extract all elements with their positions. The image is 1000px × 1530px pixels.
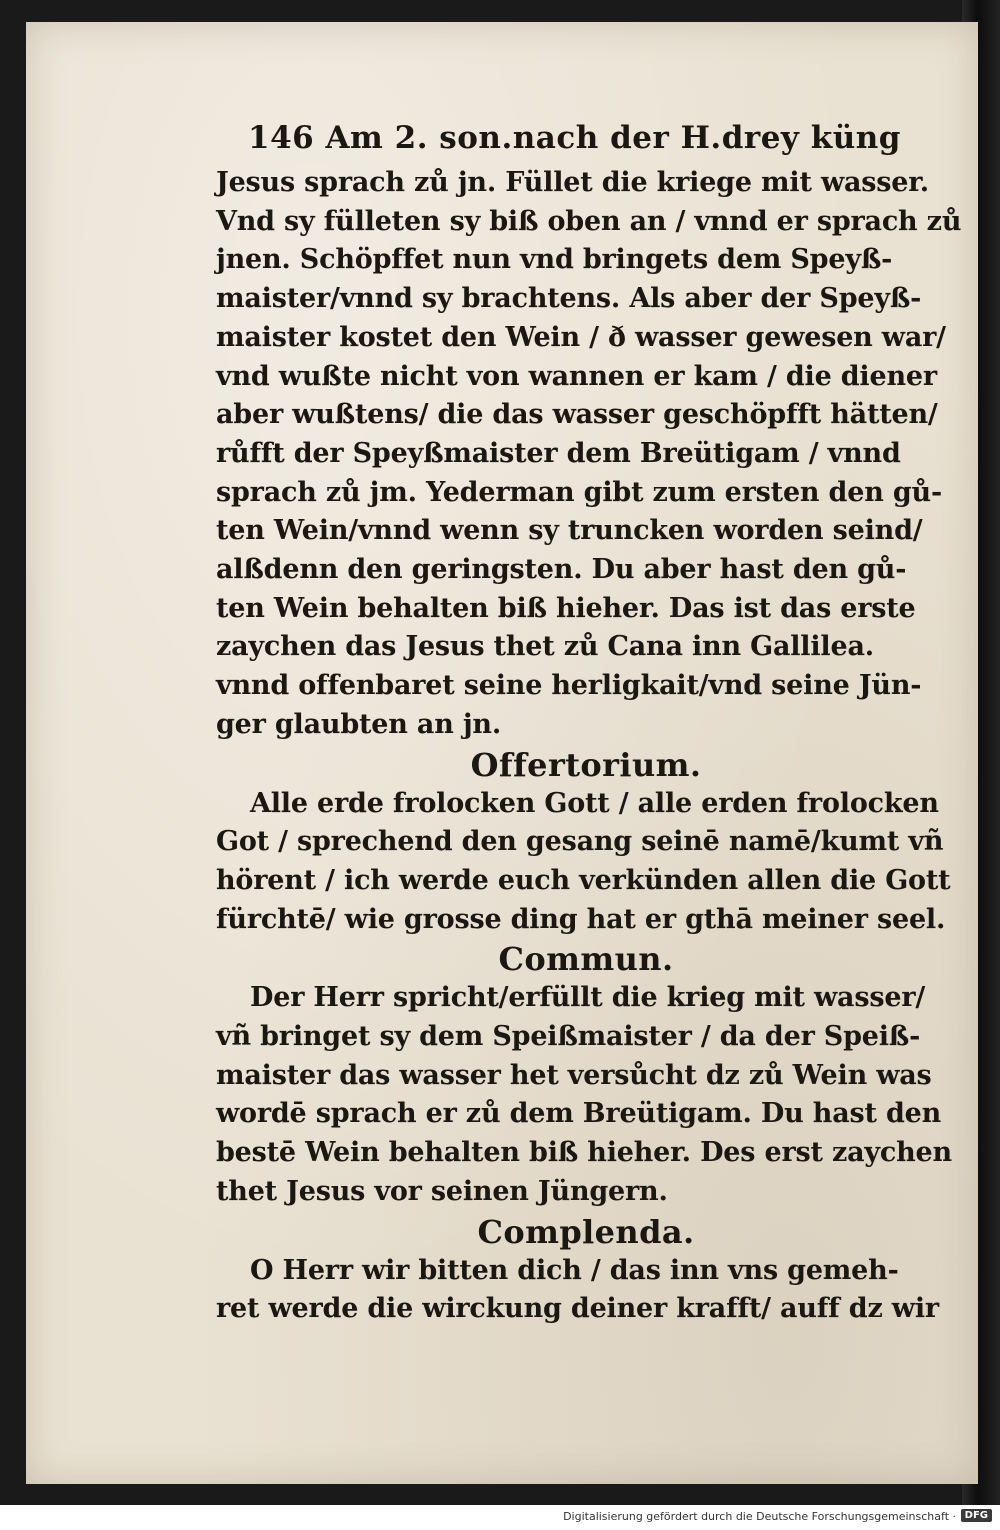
complenda-title: Complenda. bbox=[477, 1212, 695, 1251]
text-line: alßdenn den geringsten. Du aber hast den gů- bbox=[216, 554, 907, 586]
complenda-passage bbox=[216, 1252, 956, 1329]
commun-title: Commun. bbox=[498, 940, 674, 979]
text-line: O Herr wir bitten dich / das inn vns gemeh- bbox=[250, 1254, 899, 1286]
gospel-passage bbox=[216, 164, 962, 745]
text-line: maister/vnnd sy brachtens. Als aber der Speyß- bbox=[216, 283, 922, 315]
text-line: aber wußtens/ die das wasser geschöpfft hätten/ bbox=[216, 399, 938, 431]
text-line: Jesus sprach zů jn. Füllet die kriege mit wasser. bbox=[216, 167, 930, 198]
text-line: Got / sprechend den gesang seinē namē/kumt vñ bbox=[216, 826, 944, 858]
text-line: thet Jesus vor seinen Jüngern. bbox=[216, 1175, 668, 1207]
text-line: ret werde die wirckung deiner krafft/ auff dz wir bbox=[216, 1293, 939, 1325]
offertorium-title: Offertorium. bbox=[470, 745, 702, 784]
dfg-logo: DFG bbox=[961, 1509, 992, 1522]
text-line: Alle erde frolocken Gott / alle erden frolocken bbox=[250, 787, 939, 819]
running-head: 146 Am 2. son.nach der H.drey küng bbox=[248, 120, 901, 156]
text-line: ten Wein/vnnd wenn sy truncken worden seind/ bbox=[216, 515, 923, 547]
text-line: bestē Wein behalten biß hieher. Des erst zaychen bbox=[216, 1137, 952, 1169]
funding-credit: Digitalisierung gefördert durch die Deutsche Forschungsgemeinschaft · bbox=[563, 1510, 956, 1523]
text-line: maister das wasser het versůcht dz zů Wein was bbox=[216, 1059, 932, 1091]
offertorium-passage bbox=[216, 785, 956, 940]
text-line: ten Wein behalten biß hieher. Das ist das erste bbox=[216, 592, 916, 624]
text-line: vñ bringet sy dem Speißmaister / da der Speiß- bbox=[216, 1021, 921, 1053]
text-line: jnen. Schöpffet nun vnd bringets dem Speyß- bbox=[216, 244, 893, 276]
text-line: fürchtē/ wie grosse ding hat er gthā meiner seel. bbox=[216, 903, 946, 935]
text-line: vnd wußte nicht von wannen er kam / die diener bbox=[216, 360, 937, 392]
commun-passage bbox=[216, 979, 956, 1211]
text-line: ger glaubten an jn. bbox=[216, 708, 502, 740]
book-page bbox=[26, 22, 978, 1484]
text-line: Vnd sy fülleten sy biß oben an / vnnd er sprach zů bbox=[216, 205, 962, 237]
page-text-block bbox=[216, 112, 962, 1329]
text-line: vnnd offenbaret seine herligkait/vnd seine Jün- bbox=[216, 670, 922, 702]
text-line: sprach zů jm. Yederman gibt zum ersten den gů- bbox=[216, 476, 942, 508]
text-line: wordē sprach er zů dem Breütigam. Du hast den bbox=[216, 1098, 942, 1130]
text-line: hörent / ich werde euch verkünden allen die Gott bbox=[216, 864, 951, 896]
text-line: maister kostet den Wein / ð wasser gewesen war/ bbox=[216, 321, 946, 353]
footer-bar bbox=[0, 1505, 1000, 1530]
text-line: růfft der Speyßmaister dem Breütigam / vnnd bbox=[216, 437, 901, 469]
text-line: Der Herr spricht/erfüllt die krieg mit wasser/ bbox=[250, 982, 926, 1014]
text-line: zaychen das Jesus thet zů Cana inn Gallilea. bbox=[216, 631, 874, 663]
